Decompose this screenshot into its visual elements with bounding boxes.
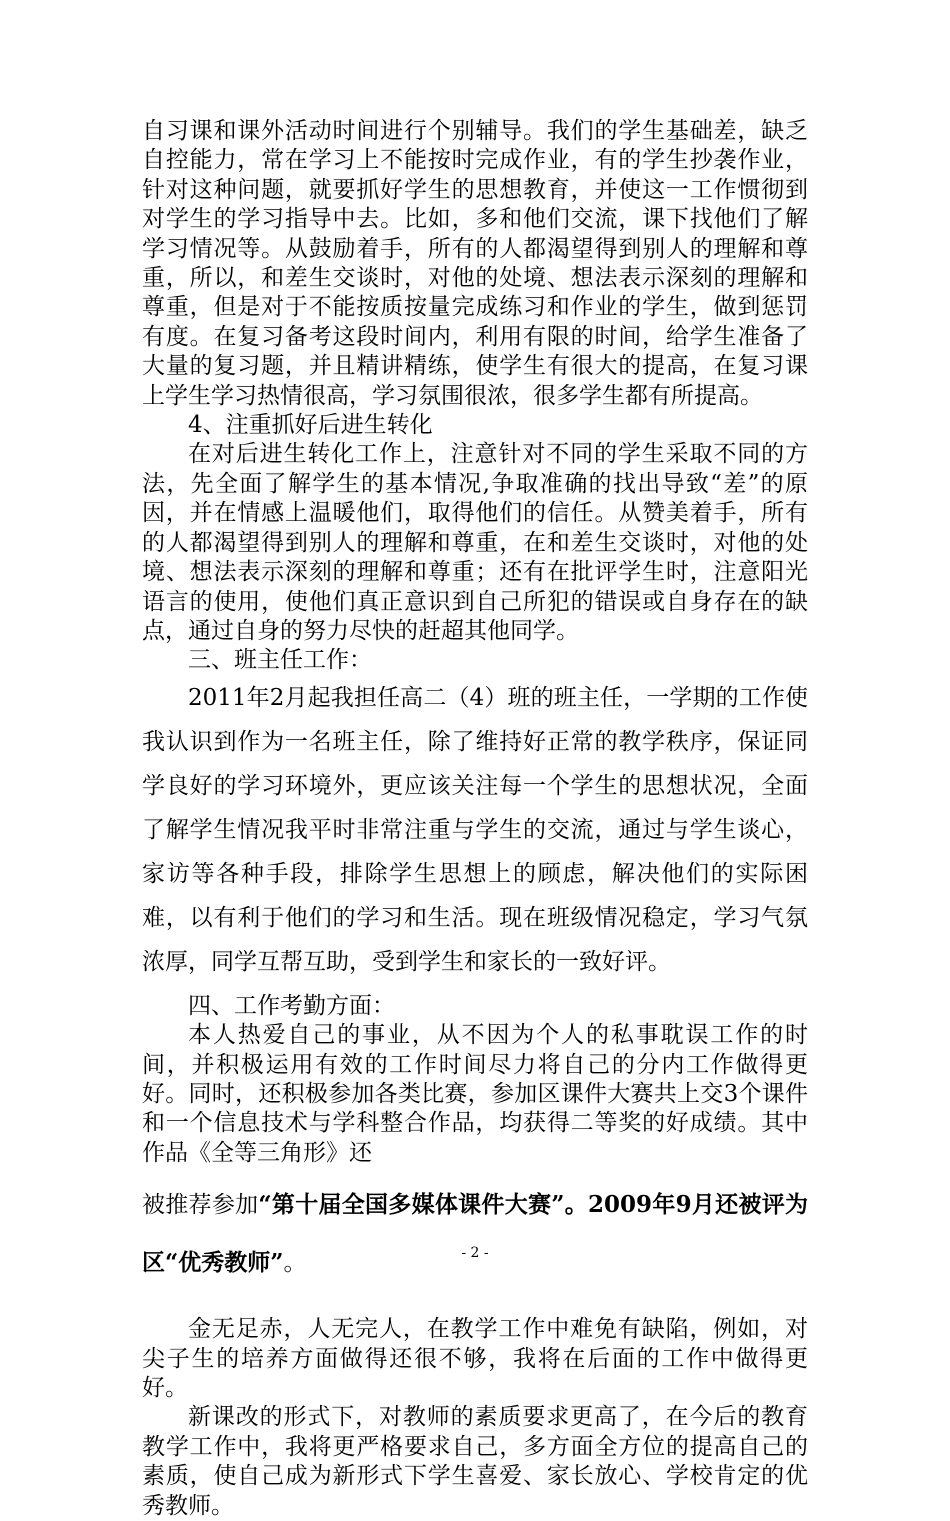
- award-bold-text: “第十届全国多媒体课件大赛”。2009年9月还被评为区“优秀教师”: [142, 1191, 809, 1277]
- heading-underachiever-transformation: 4、注重抓好后进生转化: [188, 412, 433, 439]
- document-body: [142, 117, 808, 1521]
- paragraph-shortcomings: 金无足赤，人无完人，在教学工作中难免有缺陷，例如，对尖子生的培养方面做得还很不够，我将在后面的工作中做得更好。: [142, 1316, 808, 1401]
- award-plain-text: 被推荐参加: [142, 1192, 259, 1219]
- paragraph-attendance: 本人热爱自己的事业，从不因为个人的私事耽误工作的时间，并积极运用有效的工作时间尽力将自己的分内工作做得更好。同时，还积极参加各类比赛，参加区课件大赛共上交3个课件和一个信息技术与学科整合作品，均获得二等奖的好成绩。其中作品《全等三角形》还: [142, 1022, 808, 1166]
- paragraph-awards: [142, 1176, 808, 1292]
- paragraph-head-teacher-work: 2011年2月起我担任高二（4）班的班主任，一学期的工作使我认识到作为一名班主任，除了维持好正常的教学秩序，保证同学良好的学习环境外，更应该关注每一个学生的思想状况，全面了解学生情况我平时非常注重与学生的交流，通过与学生谈心，家访等各种手段，排除学生思想上的顾虑，解决他们的实际困难，以有利于他们的学习和生活。现在班级情况稳定，学习气氛浓厚，同学互帮互助，受到学生和家长的一致好评。: [142, 684, 808, 975]
- paragraph-future-goals: 新课改的形式下，对教师的素质要求更高了，在今后的教育教学工作中，我将更严格要求自己，多方面全方位的提高自己的素质，使自己成为新形式下学生喜爱、家长放心、学校肯定的优秀教师。: [142, 1404, 808, 1519]
- heading-head-teacher-work: 三、班主任工作：: [188, 647, 372, 674]
- page-number: - 2 -: [461, 1245, 489, 1261]
- heading-attendance: 四、工作考勤方面：: [188, 992, 395, 1019]
- paragraph-tutoring: 自习课和课外活动时间进行个别辅导。我们的学生基础差，缺乏自控能力，常在学习上不能按时完成作业，有的学生抄袭作业，针对这种问题，就要抓好学生的思想教育，并使这一工作惯彻到对学生的学习指导中去。比如，多和他们交流，课下找他们了解学习情况等。从鼓励着手，所有的人都渴望得到别人的理解和尊重，所以，和差生交谈时，对他的处境、想法表示深刻的理解和尊重，但是对于不能按质按量完成练习和作业的学生，做到惩罚有度。在复习备考这段时间内，利用有限的时间，给学生准备了大量的复习题，并且精讲精练，使学生有很大的提高，在复习课上学生学习热情很高，学习氛围很浓，很多学生都有所提高。: [142, 118, 808, 409]
- award-end-text: 。: [283, 1250, 307, 1277]
- paragraph-underachiever-work: 在对后进生转化工作上，注意针对不同的学生采取不同的方法，先全面了解学生的基本情况,争取准确的找出导致“差”的原因，并在情感上温暖他们，取得他们的信任。从赞美着手，所有的人都渴望得到别人的理解和尊重，在和差生交谈时，对他的处境、想法表示深刻的理解和尊重；还有在批评学生时，注意阳光语言的使用，使他们真正意识到自己所犯的错误或自身存在的缺点，通过自身的努力尽快的赶超其他同学。: [142, 441, 808, 644]
